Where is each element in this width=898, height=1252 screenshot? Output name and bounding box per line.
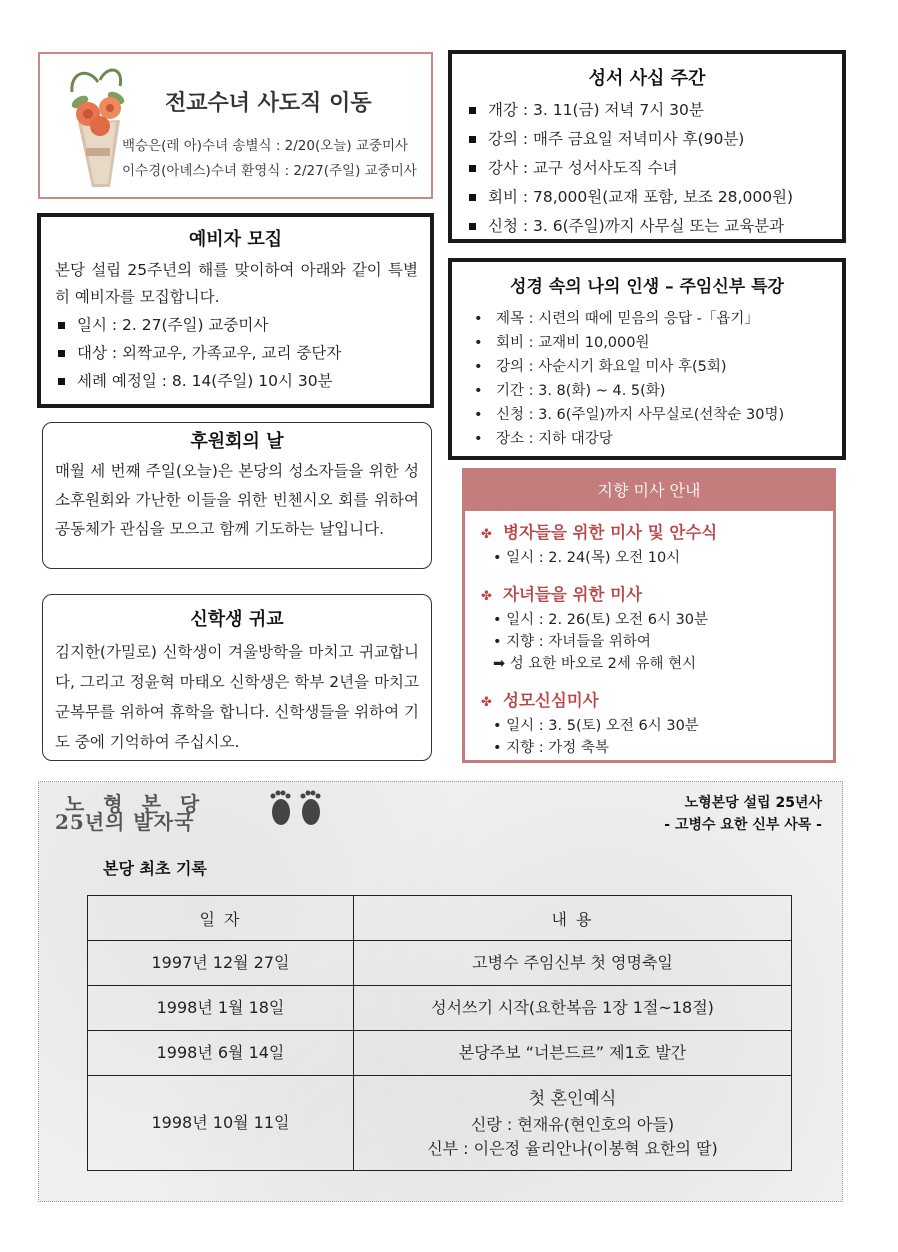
row-content: 성서쓰기 시작(요한복음 1장 1절~18절)	[354, 986, 792, 1031]
mass-item: • 일시 : 3. 5(토) 오전 6시 30분	[493, 718, 699, 734]
mass-section-title: 병자들을 위한 미사 및 안수식	[503, 523, 718, 542]
seminarian-body: 김지한(가밀로) 신학생이 겨울방학을 마치고 귀교합니다, 그리고 정윤혁 마태오 신학생은 학부 2년을 마치고 군복무를 위하여 휴학을 합니다. 신학생들을 위하여 기도 중에 기억하여 주십시오.	[55, 643, 419, 751]
first-records-table	[87, 895, 792, 1171]
supporters-body: 매월 세 번째 주일(오늘)은 본당의 성소자들을 위한 성소후원회와 가난한 이들을 위한 빈첸시오 회를 위하여 공동체가 관심을 모으고 함께 기도하는 날입니다.	[55, 462, 419, 538]
mass-item: • 지향 : 가정 축복	[493, 740, 609, 756]
list-item: • 장소 : 지하 대강당	[474, 427, 842, 451]
bible-week-list	[452, 96, 842, 241]
list-item: 세례 예정일 : 8. 14(주일) 10시 30분	[55, 367, 430, 395]
logo-line-1: 노 형 본 당	[65, 792, 206, 816]
mass-section-title: 성모신심미사	[503, 691, 599, 710]
catechumen-title: 예비자 모집	[188, 229, 283, 250]
mass-item: ➡ 성 요한 바오로 2세 유해 현시	[493, 656, 697, 672]
list-item: 개강 : 3. 11(금) 저녁 7시 30분	[466, 96, 842, 125]
history-logo	[53, 788, 353, 834]
list-item: • 강의 : 사순시기 화요일 미사 후(5회)	[474, 355, 842, 379]
parish-history-section	[38, 781, 843, 1202]
row-content: 고병수 주임신부 첫 영명축일	[354, 941, 792, 986]
row-content: 본당주보 “너븐드르” 제1호 발간	[354, 1031, 792, 1076]
clover-bullet-icon: ✤	[481, 695, 492, 710]
list-item: 강의 : 매주 금요일 저녁미사 후(90분)	[466, 125, 842, 154]
row-date: 1997년 12월 27일	[88, 941, 354, 986]
list-item: • 회비 : 교재비 10,000원	[474, 331, 842, 355]
row-date: 1998년 1월 18일	[88, 986, 354, 1031]
list-item: • 기간 : 3. 8(화) ~ 4. 5(화)	[474, 379, 842, 403]
mass-section	[481, 521, 833, 569]
mass-section-title: 자녀들을 위한 미사	[503, 585, 643, 604]
row-date: 1998년 10월 11일	[88, 1076, 354, 1171]
clover-bullet-icon: ✤	[481, 527, 492, 542]
row-content	[354, 1076, 792, 1171]
table-row	[88, 1076, 792, 1171]
seminarian-title: 신학생 귀교	[190, 609, 284, 630]
list-item: 일시 : 2. 27(주일) 교중미사	[55, 311, 430, 339]
lecture-list	[452, 307, 842, 451]
mass-header: 지향 미사 안내	[465, 471, 833, 511]
catechumen-recruitment-box	[37, 213, 434, 408]
list-item: 강사 : 교구 성서사도직 수녀	[466, 154, 842, 183]
column-header-date: 일 자	[88, 896, 354, 941]
intention-mass-box	[462, 468, 836, 763]
history-byline: - 고병수 요한 신부 사목 -	[664, 817, 822, 833]
list-item: • 신청 : 3. 6(주일)까지 사무실로(선착순 30명)	[474, 403, 842, 427]
bible-forty-week-box	[448, 50, 846, 243]
seminarian-return-box	[42, 594, 432, 761]
table-row	[88, 941, 792, 986]
supporters-day-box	[42, 422, 432, 569]
supporters-title: 후원회의 날	[190, 431, 284, 452]
footprints-icon	[261, 788, 331, 828]
catechumen-intro: 본당 설립 25주년의 해를 맞이하여 아래와 같이 특별히 예비자를 모집합니다.	[55, 261, 418, 306]
row-content-line: 신부 : 이은정 율리안나(이봉혁 요한의 딸)	[427, 1139, 718, 1158]
history-subtitle: 본당 최초 기록	[103, 859, 207, 878]
row-date: 1998년 6월 14일	[88, 1031, 354, 1076]
welcome-line: 이수경(아녜스)수녀 환영식 : 2/27(주일) 교중미사	[122, 163, 417, 179]
farewell-line: 백승은(레 아)수녀 송별식 : 2/20(오늘) 교중미사	[122, 138, 409, 154]
mass-item: • 지향 : 자녀들을 위하여	[493, 634, 651, 650]
mass-item: • 일시 : 2. 24(목) 오전 10시	[493, 550, 681, 566]
list-item: 대상 : 외짝교우, 가족교우, 교리 중단자	[55, 339, 430, 367]
list-item: 회비 : 78,000원(교재 포함, 보조 28,000원)	[466, 183, 842, 212]
bible-week-title: 성서 사십 주간	[588, 68, 706, 89]
row-content-line: 신랑 : 현재유(현인호의 아들)	[470, 1115, 675, 1134]
table-header-row	[88, 896, 792, 941]
row-content-line: 첫 혼인예식	[528, 1089, 617, 1109]
catechumen-list	[41, 311, 430, 395]
table-row	[88, 1031, 792, 1076]
list-item: 신청 : 3. 6(주일)까지 사무실 또는 교육분과	[466, 212, 842, 241]
table-row	[88, 986, 792, 1031]
column-header-content: 내 용	[354, 896, 792, 941]
mass-section	[481, 583, 833, 675]
pastor-lecture-box	[448, 258, 846, 460]
clover-bullet-icon: ✤	[481, 589, 492, 604]
mass-item: • 일시 : 2. 26(토) 오전 6시 30분	[493, 612, 709, 628]
sister-transfer-box	[38, 52, 433, 199]
logo-line-2: 25년의 발자국	[55, 810, 195, 834]
lecture-title: 성경 속의 나의 인생 – 주임신부 특강	[510, 277, 784, 297]
list-item: • 제목 : 시련의 때에 믿음의 응답 -「욥기」	[474, 307, 842, 331]
mass-section	[481, 689, 833, 759]
history-heading: 노형본당 설립 25년사	[684, 795, 822, 811]
transfer-title: 전교수녀 사도직 이동	[165, 91, 372, 116]
